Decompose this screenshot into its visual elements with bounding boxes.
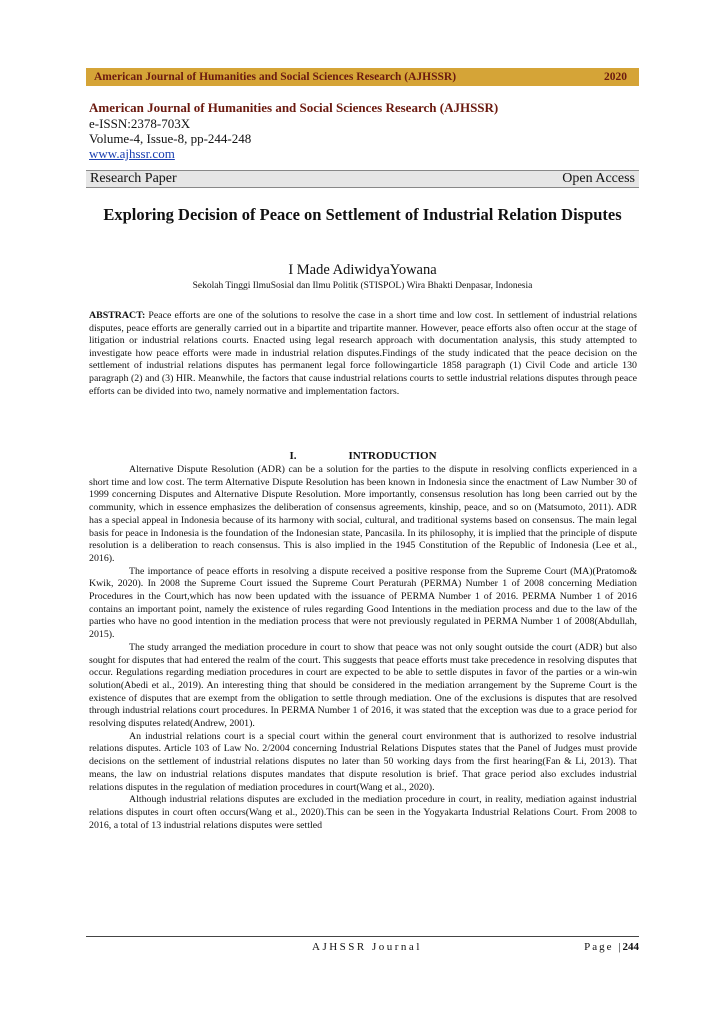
journal-header-bar	[86, 68, 639, 86]
issn: e-ISSN:2378-703X	[89, 116, 191, 131]
paragraph: The study arranged the mediation procedure in court to show that peace was not only sought outside the court (ADR) but also sought for disputes that had entered the realm of the court. This suggests that peace efforts must take precedence in resolving disputes that occur. Regulations regarding mediation procedures in court are expected to be able to settle disputes in favor of the parties or a win-win solution(Abedi et al., 2019). An interesting thing that should be considered in the mediation arrangement by the Supreme Court is the existence of disputes that are exempt from the obligation to settle through mediation. One of the exclusions is disputes that are resolved through industrial relations court procedures. In PERMA Number 1 of 2016, it was stated that the exception was due to a grace period for resolving disputes related(Andrew, 2001).	[89, 641, 637, 730]
page-footer	[86, 941, 639, 953]
journal-bar-year: 2020	[604, 71, 627, 83]
introduction-body	[89, 464, 637, 832]
paper-title: Exploring Decision of Peace on Settlement of Industrial Relation Disputes	[103, 205, 622, 224]
footer-journal: AJHSSR Journal	[312, 941, 422, 953]
journal-website-link[interactable]: www.ajhssr.com	[89, 146, 175, 161]
section-title: INTRODUCTION	[348, 450, 437, 462]
paragraph: An industrial relations court is a special court within the general court environment that is authorized to resolve industrial relations disputes. Article 103 of Law No. 2/2004 concerning Industrial Relations Disputes states that the Panel of Judges must provide decisions on the settlement of industrial relations disputes no later than 50 working days from the first hearing(Fan & Li, 2013). That means, the law on industrial relations disputes mandates that dispute resolution is brief. That grace period also excludes industrial relations disputes in the regulation of mediation procedures in court(Wang et al., 2020).	[89, 730, 637, 793]
journal-meta	[89, 100, 639, 161]
abstract-text: Peace efforts are one of the solutions to resolve the case in a short time and low cost. In settlement of industrial relations disputes, peace efforts are generally carried out in a bipartite and tripartite manner. However, peace efforts also often occur at the stage of litigation or industrial relations courts. Enacted using legal research approach with documentation analysis, this study attempted to investigate how peace efforts were made in industrial relation disputes.Findings of the study indicated that the peace decision on the settlement of industrial relations disputes has permanent legal force followingarticle 1858 paragraph (1) Civil Code and article 130 paragraph (2) and (3) HIR. Meanwhile, the factors that cause industrial relations courts to settle industrial relations disputes through peace efforts can be divided into two, namely normative and implementation factors.	[89, 310, 637, 397]
paragraph: The importance of peace efforts in resolving a dispute received a positive response from the Supreme Court (MA)(Pratomo& Kwik, 2020). In 2008 the Supreme Court issued the Supreme Court Peraturah (PERMA) Number 1 of 2008 concerning Mediation Procedures in the Court,which has now been updated with the issuance of PERMA Number 1 of 2016. PERMA Number 1 of 2016 contains an important point, namely the existence of rules regarding Good Intentions in the mediation process and due to the law of the parties who have no good intention in the mediation process that were not previously regulated in PERMA Number 1 of 2008(Abdullah, 2015).	[89, 565, 637, 641]
page-label: Page |	[584, 941, 623, 953]
abstract-label: ABSTRACT:	[89, 310, 146, 321]
section-heading	[89, 450, 637, 462]
author-affiliation: Sekolah Tinggi IlmuSosial dan Ilmu Politik (STISPOL) Wira Bhakti Denpasar, Indonesia	[192, 281, 533, 291]
paragraph: Although industrial relations disputes are excluded in the mediation procedure in court, in reality, mediation against industrial relations disputes in court often occurs(Wang et al., 2020).This can be seen in the Yogyakarta Industrial Relations Court. From 2008 to 2016, a total of 13 industrial relations disputes were settled	[89, 794, 637, 831]
journal-bar-title: American Journal of Humanities and Social Sciences Research (AJHSSR)	[94, 71, 457, 83]
paper-type: Research Paper	[90, 171, 177, 186]
journal-name: American Journal of Humanities and Social Sciences Research (AJHSSR)	[89, 100, 499, 115]
volume-info: Volume-4, Issue-8, pp-244-248	[89, 131, 252, 146]
page-number: 244	[622, 941, 639, 953]
abstract	[89, 310, 637, 398]
author-name: I Made AdiwidyaYowana	[288, 262, 437, 278]
footer-page	[584, 941, 639, 953]
access-type: Open Access	[562, 171, 635, 186]
footer-divider	[86, 936, 639, 937]
paper-type-bar	[86, 170, 639, 188]
paragraph: Alternative Dispute Resolution (ADR) can be a solution for the parties to the dispute in resolving conflicts experienced in a short time and low cost. The term Alternative Dispute Resolution has been known in Indonesia since the enactment of Law Number 30 of 1999 concerning Disputes and Alternative Dispute Resolution. More importantly, consensus resolution has long been carried out by the community, which in essence emphasizes the deliberation of consensus agreements, kinship, peace, and so on (Matsumoto, 2011). ADR has a special appeal in Indonesia because of its harmony with social, cultural, and traditional systems based on consensus. The main legal basis for peace in Indonesia is the foundation of the Indonesian state, Pancasila. In its philosophy, it is implied that the principle of dispute resolution is a deliberation to reach consensus. This is also implied in the 1945 Constitution of the Republic of Indonesia (Lee et al., 2016).	[89, 464, 637, 564]
section-number: I.	[289, 450, 297, 462]
